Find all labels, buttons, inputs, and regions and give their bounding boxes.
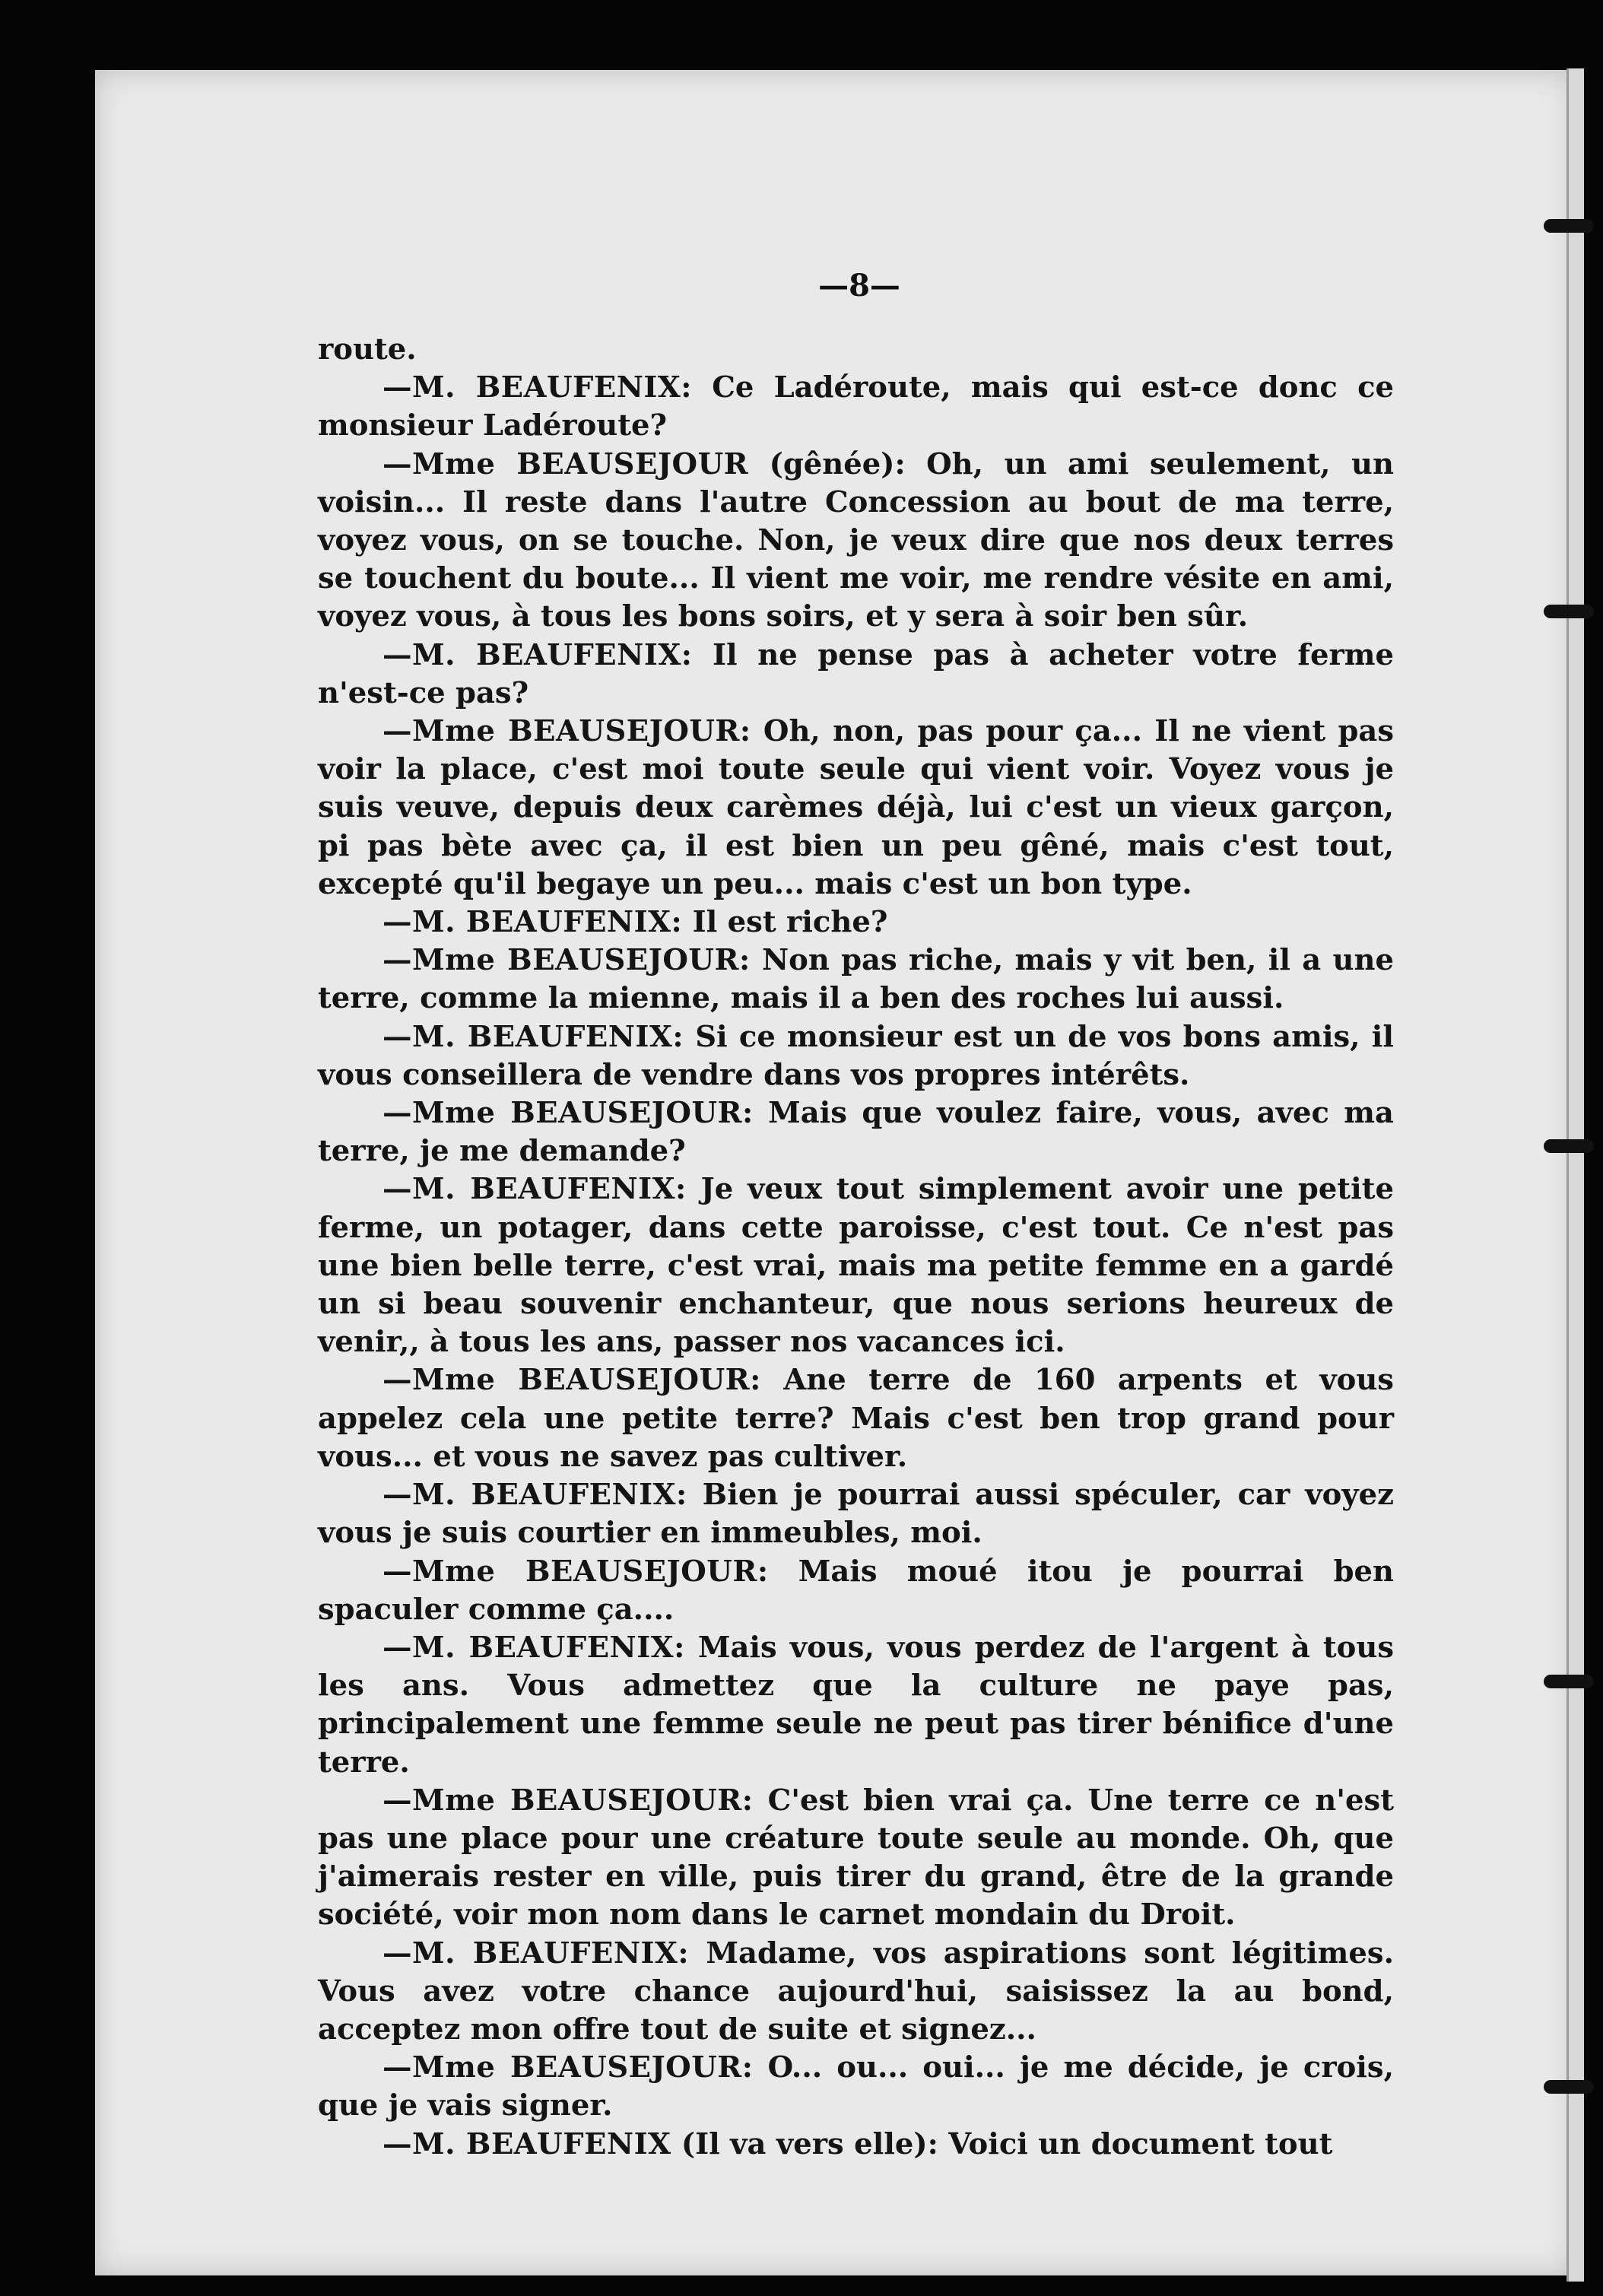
dialogue-text: O... ou... oui... je me décide, je crois, que je vais signer.: [318, 2050, 1394, 2123]
page-number: —8—: [818, 268, 900, 303]
speaker-name: —M. BEAUFENIX:: [382, 1630, 685, 1665]
speaker-name: —M. BEAUFENIX:: [382, 637, 693, 672]
binding-strip: [1566, 68, 1584, 2282]
speaker-name: —Mme BEAUSEJOUR:: [382, 1554, 769, 1589]
paragraph: [318, 903, 1394, 942]
speaker-name: —Mme BEAUSEJOUR:: [382, 714, 751, 749]
dialogue-text: Mais moué itou je pourrai ben spaculer comme ça....: [318, 1554, 1394, 1627]
dialogue-text: (gênée): Oh, un ami seulement, un voisin... Il reste dans l'autre Concession au bout de ma terre, voyez vous, on se touche. Non, je veux dire que nos deux terres se touchent du boute... Il vient me voir, me rendre vésite en ami, voyez vous, à tous les bons soirs, et y sera à soir ben sûr.: [318, 446, 1394, 634]
paragraph: [318, 331, 1394, 369]
dialogue-text: Ce Ladéroute, mais qui est-ce donc ce monsieur Ladéroute?: [318, 370, 1395, 443]
paragraph: [318, 1361, 1394, 1476]
paragraph: [318, 1094, 1394, 1170]
speaker-name: —M. BEAUFENIX:: [382, 1019, 684, 1054]
speaker-name: —M. BEAUFENIX:: [382, 1478, 687, 1513]
paragraph: [318, 1170, 1394, 1361]
staple-mark: [1544, 1675, 1594, 1688]
dialogue-text: C'est bien vrai ça. Une terre ce n'est pas une place pour une créature toute seule au monde. Oh, que j'aimerais rester en ville, puis tirer du grand, être de la grande société, voir mon nom dans le carnet mondain du Droit.: [318, 1783, 1394, 1932]
paragraph: [318, 1935, 1394, 2050]
speaker-name: —Mme BEAUSEJOUR:: [382, 2050, 754, 2085]
speaker-name: —M. BEAUFENIX:: [382, 370, 693, 405]
staple-mark: [1544, 2080, 1594, 2094]
play-text: [318, 331, 1394, 2164]
dialogue-text: Si ce monsieur est un de vos bons amis, il vous conseillera de vendre dans vos propres intérêts.: [318, 1019, 1394, 1092]
dialogue-text: Il ne pense pas à acheter votre ferme n'est-ce pas?: [318, 637, 1394, 710]
paragraph: [318, 637, 1394, 713]
dialogue-text: Il est riche?: [682, 905, 888, 940]
dialogue-text: Ane terre de 160 arpents et vous appelez cela une petite terre? Mais c'est ben trop grand pour vous... et vous ne savez pas cultiver.: [318, 1363, 1394, 1474]
speaker-name: —Mme BEAUSEJOUR:: [382, 1096, 754, 1131]
speaker-name: —Mme BEAUSEJOUR:: [382, 943, 751, 978]
paragraph: [318, 1018, 1394, 1094]
dialogue-text: Bien je pourrai aussi spéculer, car voyez vous je suis courtier en immeubles, moi.: [318, 1478, 1394, 1551]
speaker-name: —Mme BEAUSEJOUR: [382, 446, 749, 481]
paragraph: [318, 1553, 1394, 1629]
paragraph: [318, 369, 1394, 445]
speaker-name: —Mme BEAUSEJOUR:: [382, 1783, 754, 1818]
staple-mark: [1544, 605, 1594, 618]
speaker-name: —M. BEAUFENIX:: [382, 1936, 690, 1970]
paragraph: [318, 1629, 1394, 1782]
paragraph: [318, 1476, 1394, 1552]
paragraph: [318, 713, 1394, 903]
speaker-name: —M. BEAUFENIX:: [382, 905, 683, 940]
dialogue-text: Non pas riche, mais y vit ben, il a une terre, comme la mienne, mais il a ben des roches lui aussi.: [318, 943, 1394, 1016]
speaker-name: —M. BEAUFENIX:: [382, 1172, 687, 1207]
paragraph: [318, 2126, 1394, 2164]
paragraph: [318, 446, 1394, 637]
speaker-name: —Mme BEAUSEJOUR:: [382, 1363, 761, 1398]
speaker-name: —M. BEAUFENIX: [382, 2126, 671, 2161]
paragraph: [318, 942, 1394, 1018]
staple-mark: [1544, 219, 1594, 233]
dialogue-text: (Il va vers elle): Voici un document tout: [671, 2126, 1333, 2161]
dialogue-text: Oh, non, pas pour ça... Il ne vient pas voir la place, c'est moi toute seule qui vient voir. Voyez vous je suis veuve, depuis deux carèmes déjà, lui c'est un vieux garçon, pi pas bète avec ça, il est bien un peu gêné, mais c'est tout, excepté qu'il begaye un peu... mais c'est un bon type.: [318, 714, 1394, 901]
dialogue-text: Je veux tout simplement avoir une petite ferme, un potager, dans cette paroisse, c'est tout. Ce n'est pas une bien belle terre, c'est vrai, mais ma petite femme en a gardé un si beau souvenir enchanteur, que nous serions heureux de venir,, à tous les ans, passer nos vacances ici.: [318, 1172, 1394, 1360]
staple-mark: [1544, 1139, 1594, 1153]
dialogue-text: Madame, vos aspirations sont légitimes. Vous avez votre chance aujourd'hui, saisissez la au bond, acceptez mon offre tout de suite et signez...: [318, 1936, 1394, 2047]
paragraph: [318, 1782, 1394, 1935]
dialogue-text: Mais vous, vous perdez de l'argent à tous les ans. Vous admettez que la culture ne paye pas, principalement une femme seule ne peut pas tirer bénifice d'une terre.: [318, 1630, 1395, 1780]
dialogue-text: Mais que voulez faire, vous, avec ma terre, je me demande?: [318, 1096, 1394, 1169]
paragraph: [318, 2049, 1394, 2125]
dialogue-text: route.: [318, 332, 417, 367]
